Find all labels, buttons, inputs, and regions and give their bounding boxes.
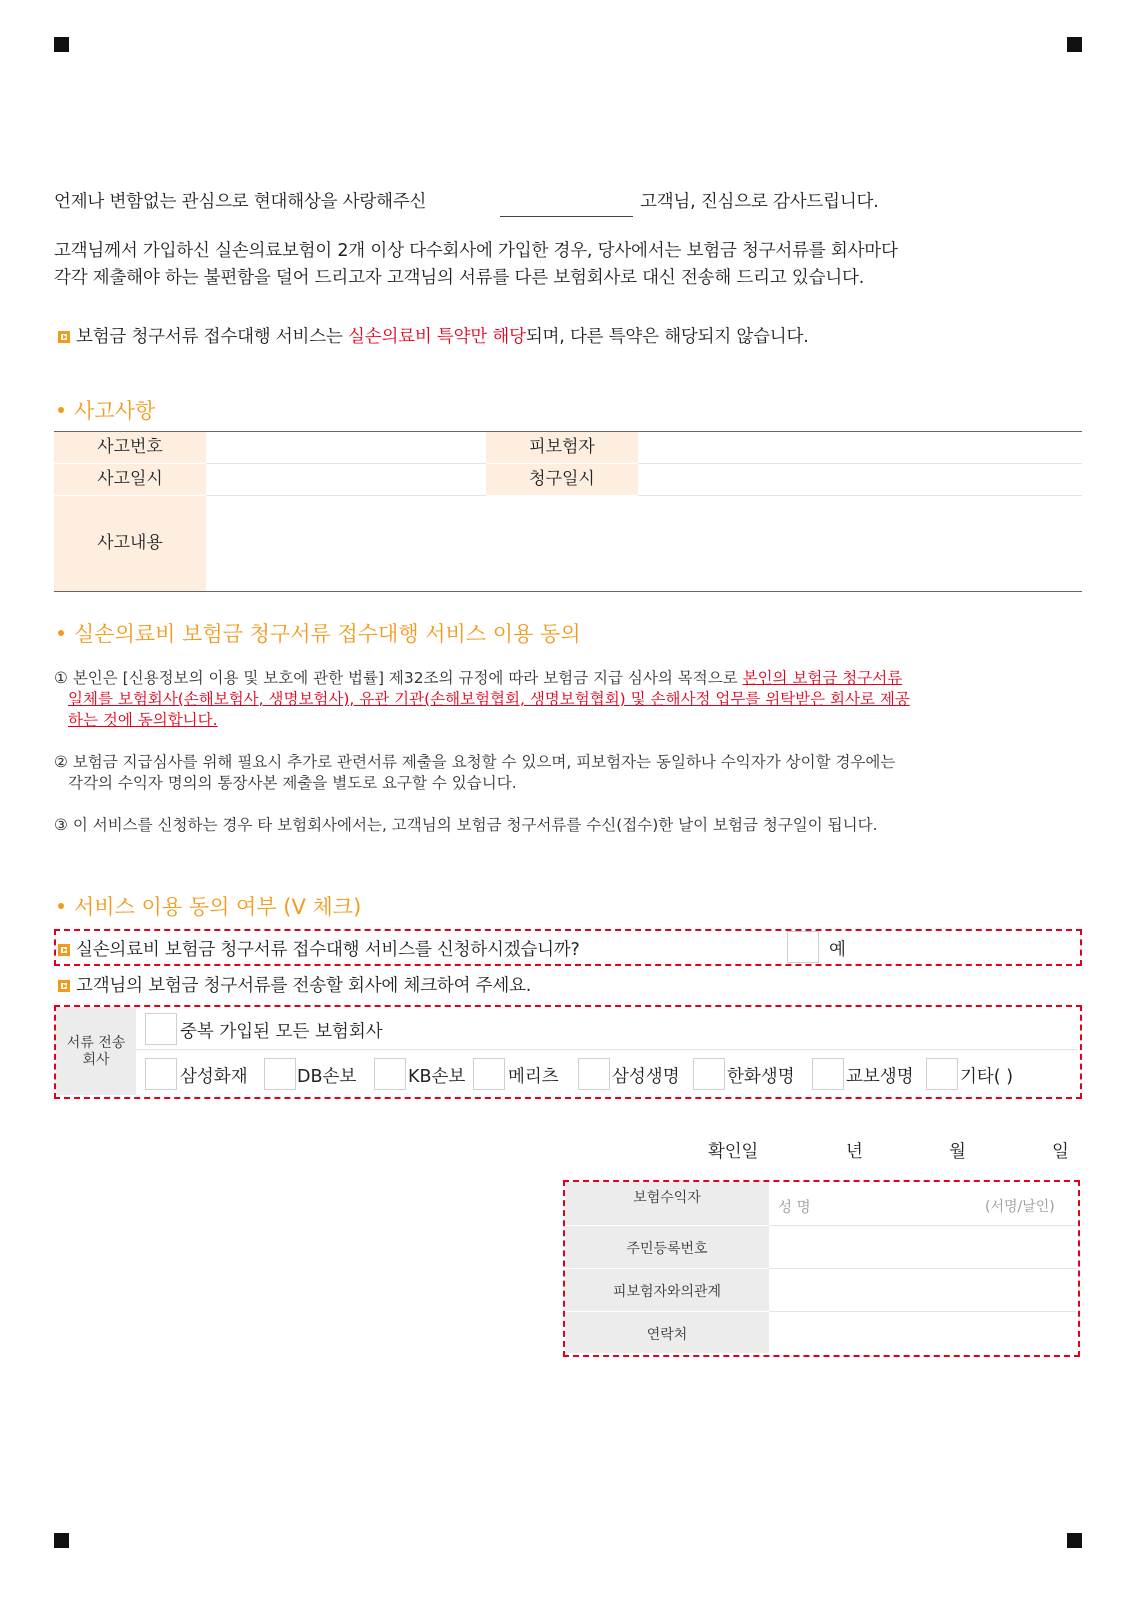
greeting-line — [54, 188, 426, 213]
consent-item-1-red-b: 일체를 보험회사(손해보험사, 생명보험사), 유관 기관(손해보험협회, 생명보험협회) 및 손해사정 업무를 위탁받은 회사로 제공 — [68, 690, 910, 708]
beneficiary-row-divider — [565, 1311, 769, 1312]
name-placeholder: 성 명 — [778, 1200, 811, 1216]
apply-yes-checkbox[interactable] — [787, 931, 819, 963]
company-instruction-text: 고객님의 보험금 청구서류를 전송할 회사에 체크하여 주세요. — [76, 976, 532, 996]
notice-line — [58, 323, 809, 348]
company-checkbox-db[interactable] — [264, 1058, 296, 1090]
company-checkbox-samsung-life[interactable] — [578, 1058, 610, 1090]
claim-date-field[interactable] — [638, 464, 1082, 495]
consent-item-1-red-c: 하는 것에 동의합니다. — [68, 711, 218, 729]
consent-item-2 — [54, 752, 1054, 794]
accident-details-label: 사고내용 — [54, 496, 206, 591]
consent-item-3: ③ 이 서비스를 신청하는 경우 타 보험회사에서는, 고객님의 보험금 청구서류를 수신(접수)한 날이 보험금 청구일이 됩니다. — [54, 816, 878, 834]
company-label: 삼성화재 — [180, 1067, 248, 1087]
apply-question-text: 실손의료비 보험금 청구서류 접수대행 서비스를 신청하시겠습니까? — [76, 940, 580, 960]
company-label: 삼성생명 — [612, 1067, 680, 1087]
orange-bullet-icon — [58, 944, 70, 956]
accident-date-field[interactable] — [206, 464, 486, 495]
relation-field[interactable] — [769, 1269, 1076, 1311]
company-checkbox-kyobo-life[interactable] — [812, 1058, 844, 1090]
company-label: DB손보 — [297, 1067, 357, 1087]
corner-mark-bottom-left — [54, 1533, 69, 1548]
company-label: 한화생명 — [727, 1067, 795, 1087]
claim-date-label: 청구일시 — [486, 464, 638, 495]
confirm-date-label: 확인일 — [708, 1142, 759, 1162]
orange-bullet-icon — [58, 980, 70, 992]
bullet-dot-icon — [58, 903, 64, 909]
signature-label: (서명/날인) — [985, 1199, 1055, 1215]
consent-item-2-line2: 각각의 수익자 명의의 통장사본 제출을 별도로 요구할 수 있습니다. — [68, 774, 517, 792]
apply-yes-label: 예 — [829, 940, 846, 960]
company-checkbox-hanwha-life[interactable] — [693, 1058, 725, 1090]
apply-question — [58, 936, 580, 961]
accident-no-field[interactable] — [206, 432, 486, 463]
accident-date-label: 사고일시 — [54, 464, 206, 495]
agreement-heading — [58, 891, 361, 921]
accident-details-field[interactable] — [206, 496, 1082, 591]
consent-heading — [58, 618, 581, 648]
company-instruction — [58, 972, 531, 997]
company-label: 교보생명 — [846, 1067, 914, 1087]
company-row-label-line2: 회사 — [82, 1052, 110, 1068]
consent-item-2-line1: ② 보험금 지급심사를 위해 필요시 추가로 관련서류 제출을 요청할 수 있으며, 피보험자는 동일하나 수익자가 상이할 경우에는 — [54, 753, 896, 771]
notice-after: 되며, 다른 특약은 해당되지 않습니다. — [525, 327, 809, 347]
notice-before: 보험금 청구서류 접수대행 서비스는 — [76, 327, 349, 347]
accident-heading — [58, 395, 155, 425]
consent-item-1 — [54, 668, 1054, 731]
customer-name-field[interactable] — [500, 216, 633, 217]
insured-field[interactable] — [638, 432, 1082, 463]
contact-label: 연락처 — [646, 1327, 688, 1343]
intro-paragraph-line2: 각각 제출해야 하는 불편함을 덜어 드리고자 고객님의 서류를 다른 보험회사로 대신 전송해 드리고 있습니다. — [54, 268, 865, 288]
company-checkbox-kb[interactable] — [374, 1058, 406, 1090]
company-label-other: 기타( ) — [960, 1067, 1014, 1087]
greeting-after: 고객님, 진심으로 감사드립니다. — [640, 192, 879, 212]
consent-heading-text: 실손의료비 보험금 청구서류 접수대행 서비스 이용 동의 — [74, 622, 581, 646]
company-row-label-line1: 서류 전송 — [66, 1035, 126, 1051]
rrn-field[interactable] — [769, 1226, 1076, 1268]
rrn-label: 주민등록번호 — [626, 1241, 708, 1257]
confirm-day: 일 — [1052, 1142, 1069, 1162]
company-checkbox-meritz[interactable] — [473, 1058, 505, 1090]
contact-field[interactable] — [769, 1312, 1076, 1353]
all-companies-checkbox[interactable] — [145, 1013, 177, 1045]
beneficiary-label: 보험수익자 — [633, 1190, 701, 1206]
notice-highlight: 실손의료비 특약만 해당 — [348, 327, 526, 347]
company-label: KB손보 — [408, 1067, 466, 1087]
company-label: 메리츠 — [508, 1067, 559, 1087]
company-row-label — [56, 1035, 136, 1069]
relation-label: 피보험자와의관계 — [612, 1284, 722, 1300]
agreement-heading-text: 서비스 이용 동의 여부 (V 체크) — [74, 895, 362, 919]
intro-paragraph-line1: 고객님께서 가입하신 실손의료보험이 2개 이상 다수회사에 가입한 경우, 당사에서는 보험금 청구서류를 회사마다 — [54, 241, 898, 261]
all-companies-label: 중복 가입된 모든 보험회사 — [180, 1022, 383, 1042]
table-bottom-rule — [54, 591, 1082, 592]
greeting-before: 언제나 변함없는 관심으로 현대해상을 사랑해주신 — [54, 192, 427, 212]
accident-heading-text: 사고사항 — [74, 399, 156, 423]
accident-no-label: 사고번호 — [54, 432, 206, 463]
insured-label: 피보험자 — [486, 432, 638, 463]
bullet-dot-icon — [58, 407, 64, 413]
company-checkbox-samsung-fire[interactable] — [145, 1058, 177, 1090]
consent-item-1-red-a: 본인의 보험금 청구서류 — [742, 669, 903, 687]
confirm-year: 년 — [846, 1142, 863, 1162]
consent-item-1-text: ① 본인은 [신용정보의 이용 및 보호에 관한 법률] 제32조의 규정에 따라 보험금 지급 심사의 목적으로 — [54, 669, 743, 687]
company-row-divider — [136, 1049, 1077, 1050]
company-checkbox-other[interactable] — [926, 1058, 958, 1090]
orange-bullet-icon — [58, 331, 70, 343]
beneficiary-row-divider — [565, 1268, 769, 1269]
corner-mark-top-left — [54, 37, 69, 52]
confirm-month: 월 — [949, 1142, 966, 1162]
corner-mark-bottom-right — [1067, 1533, 1082, 1548]
bullet-dot-icon — [58, 630, 64, 636]
corner-mark-top-right — [1067, 37, 1082, 52]
